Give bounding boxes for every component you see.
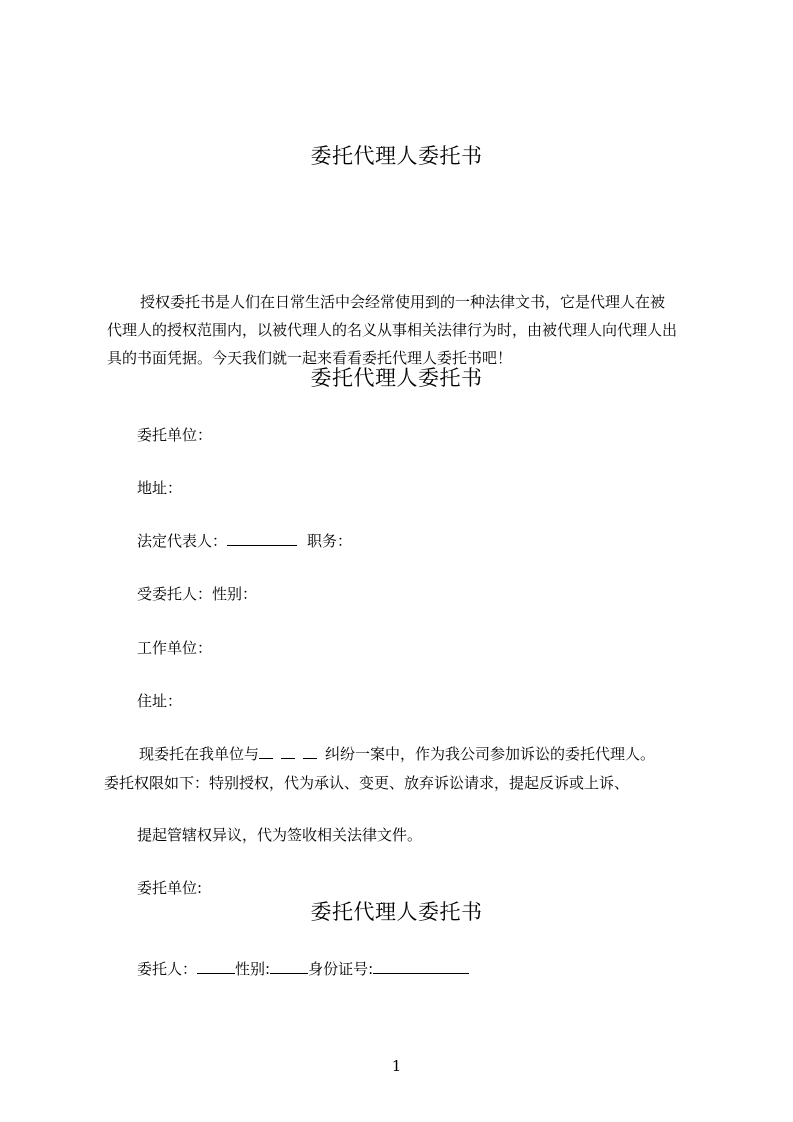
principal-label: 委托人： [137, 960, 198, 978]
intro-line-1: 授权委托书是人们在日常生活中会经常使用到的一种法律文书，它是代理人在被 [140, 293, 666, 311]
gender-blank [270, 958, 308, 974]
page-number: 1 [391, 1057, 402, 1075]
principal-row [137, 958, 473, 980]
party-blank-1 [259, 743, 273, 759]
entrusting-unit-sign: 委托单位: [137, 879, 203, 897]
body-line-1 [139, 743, 655, 765]
principal-name-blank [197, 958, 235, 974]
field-entrusting-unit: 委托单位： [137, 426, 213, 444]
body-line-2: 委托权限如下：特别授权，代为承认、变更、放弃诉讼请求，提起反诉或上诉、 [104, 774, 630, 792]
party-blank-2 [281, 743, 295, 759]
party-blank-3 [303, 743, 317, 759]
intro-line-2: 代理人的授权范围内，以被代理人的名义从事相关法律行为时，由被代理人向代理人出 [107, 321, 678, 339]
document-title-middle: 委托代理人委托书 [310, 366, 483, 390]
body-line-3: 提起管辖权异议，代为签收相关法律文件。 [137, 826, 423, 844]
gender-label: 性别: [235, 960, 271, 978]
intro-line-3: 具的书面凭据。今天我们就一起来看看委托代理人委托书吧！ [107, 349, 513, 367]
field-position-label: 职务： [307, 532, 353, 550]
field-address: 地址： [137, 479, 183, 497]
field-trustee-gender: 受委托人：性别： [137, 585, 258, 603]
intro-paragraph [107, 288, 697, 372]
legal-rep-blank [227, 530, 297, 546]
field-work-unit: 工作单位： [137, 639, 213, 657]
body-part-1: 现委托在我单位与 [139, 745, 260, 763]
field-residence: 住址： [137, 692, 183, 710]
document-title-bottom: 委托代理人委托书 [310, 900, 483, 924]
id-label: 身份证号: [308, 960, 374, 978]
field-legal-rep-row [137, 530, 352, 552]
body-part-2: 纠纷一案中，作为我公司参加诉讼的委托代理人。 [325, 745, 656, 763]
document-title-top: 委托代理人委托书 [310, 144, 483, 168]
id-number-blank [373, 958, 469, 974]
field-legal-rep-label: 法定代表人： [137, 532, 228, 550]
